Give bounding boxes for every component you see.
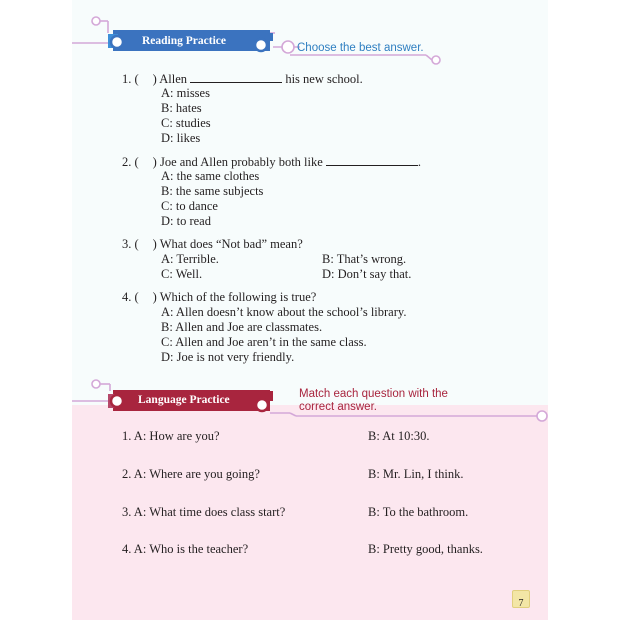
- match-question-2: 2. A: Where are you going?: [122, 467, 260, 481]
- question-text-end: .: [417, 155, 422, 169]
- reading-practice-title: Reading Practice: [142, 35, 226, 47]
- question-number: 2. (: [122, 155, 139, 169]
- page-number: 7: [518, 598, 524, 609]
- question-number: 1. (: [122, 72, 139, 86]
- match-question-4: 4. A: Who is the teacher?: [122, 542, 249, 556]
- match-answer-2: B: Mr. Lin, I think.: [368, 467, 464, 481]
- language-instruction-line-1: Match each question with the: [299, 388, 448, 400]
- question-2: 2. ( ) Joe and Allen probably both like .: [122, 155, 422, 169]
- q1-option-a: A: misses: [161, 86, 210, 100]
- q3-option-d: D: Don’t say that.: [322, 267, 412, 281]
- q1-option-d: D: likes: [161, 131, 201, 145]
- q3-option-a: A: Terrible.: [161, 252, 219, 266]
- page-number-box: [512, 590, 530, 608]
- q2-option-d: D: to read: [161, 214, 211, 228]
- match-question-1: 1. A: How are you?: [122, 429, 220, 443]
- fill-in-blank[interactable]: [190, 71, 282, 83]
- q3-option-c: C: Well.: [161, 267, 203, 281]
- q2-option-a: A: the same clothes: [161, 169, 260, 183]
- question-3: 3. ( ) What does “Not bad” mean?: [122, 237, 303, 251]
- q3-option-b: B: That’s wrong.: [322, 252, 407, 266]
- q2-option-b: B: the same subjects: [161, 184, 264, 198]
- question-number: 3. (: [122, 237, 139, 251]
- reading-banner-decoration: [0, 0, 620, 80]
- q4-option-d: D: Joe is not very friendly.: [161, 350, 295, 364]
- reading-instruction: Choose the best answer.: [297, 42, 424, 54]
- match-question-3: 3. A: What time does class start?: [122, 505, 286, 519]
- question-number: 4. (: [122, 290, 139, 304]
- match-answer-3: B: To the bathroom.: [368, 505, 469, 519]
- question-text: Joe and Allen probably both like: [159, 155, 323, 169]
- q1-option-b: B: hates: [161, 101, 202, 115]
- question-4: 4. ( ) Which of the following is true?: [122, 290, 317, 304]
- q4-option-a: A: Allen doesn’t know about the school’s library.: [161, 305, 407, 319]
- q1-option-c: C: studies: [161, 116, 211, 130]
- question-text: Allen: [159, 72, 188, 86]
- q2-option-c: C: to dance: [161, 199, 218, 213]
- language-instruction-line-2: correct answer.: [299, 401, 377, 413]
- question-text-end: his new school.: [285, 72, 363, 86]
- language-practice-title: Language Practice: [138, 394, 230, 406]
- fill-in-blank[interactable]: [326, 154, 418, 166]
- q4-option-b: B: Allen and Joe are classmates.: [161, 320, 323, 334]
- question-text: What does “Not bad” mean?: [159, 237, 303, 251]
- question-text: Which of the following is true?: [159, 290, 317, 304]
- q4-option-c: C: Allen and Joe aren’t in the same class.: [161, 335, 367, 349]
- match-answer-4: B: Pretty good, thanks.: [368, 542, 483, 556]
- question-1: 1. ( ) Allen his new school.: [122, 72, 363, 86]
- match-answer-1: B: At 10:30.: [368, 429, 430, 443]
